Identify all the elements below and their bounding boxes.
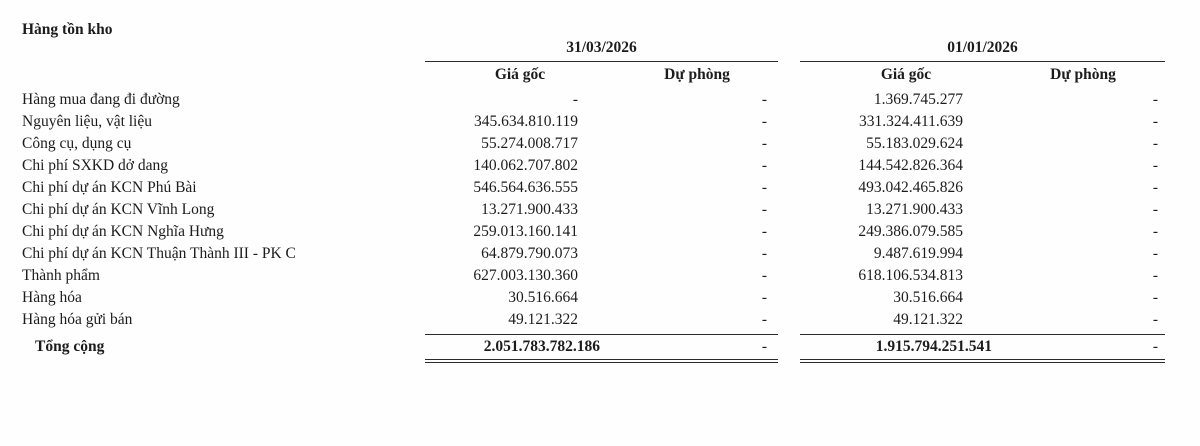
period-header-current: 31/03/2026	[566, 39, 637, 56]
row-label: Chi phí dự án KCN Nghĩa Hưng	[22, 223, 224, 240]
row-provision-opening: -	[1152, 223, 1158, 240]
row-provision-current: -	[761, 267, 767, 284]
row-cost-current: 30.516.664	[508, 289, 578, 306]
total-double-rule-opening-2	[800, 362, 1165, 363]
row-cost-current: 259.013.160.141	[473, 223, 578, 240]
row-cost-opening: 493.042.465.826	[858, 179, 963, 196]
row-provision-opening: -	[1152, 157, 1158, 174]
row-cost-opening: 9.487.619.994	[873, 245, 963, 262]
row-cost-current: 140.062.707.802	[473, 157, 578, 174]
row-provision-opening: -	[1152, 245, 1158, 262]
total-provision-opening: -	[1152, 338, 1158, 355]
row-label: Chi phí dự án KCN Thuận Thành III - PK C	[22, 245, 296, 262]
row-provision-opening: -	[1152, 201, 1158, 218]
row-provision-current: -	[761, 113, 767, 130]
total-label: Tổng cộng	[35, 338, 105, 355]
row-label: Chi phí dự án KCN Phú Bài	[22, 179, 197, 196]
row-cost-opening: 1.369.745.277	[873, 91, 963, 108]
row-provision-current: -	[761, 135, 767, 152]
total-cost-opening: 1.915.794.251.541	[875, 338, 992, 355]
row-provision-current: -	[761, 179, 767, 196]
period-header-opening: 01/01/2026	[947, 39, 1018, 56]
row-provision-current: -	[761, 311, 767, 328]
row-provision-current: -	[761, 223, 767, 240]
subtotal-rule-current	[425, 334, 778, 335]
section-title: Hàng tồn kho	[22, 21, 113, 38]
total-double-rule-current-2	[425, 362, 778, 363]
row-provision-current: -	[761, 157, 767, 174]
row-label: Hàng hóa gửi bán	[22, 311, 133, 328]
row-label: Hàng hóa	[22, 289, 82, 306]
row-provision-opening: -	[1152, 135, 1158, 152]
total-double-rule-opening-1	[800, 359, 1165, 360]
subtotal-rule-opening	[800, 334, 1165, 335]
row-cost-current: 49.121.322	[508, 311, 578, 328]
row-provision-opening: -	[1152, 311, 1158, 328]
row-cost-current: 13.271.900.433	[481, 201, 578, 218]
row-provision-opening: -	[1152, 289, 1158, 306]
row-cost-opening: 249.386.079.585	[858, 223, 963, 240]
total-provision-current: -	[761, 338, 767, 355]
provision-header-current: Dự phòng	[664, 66, 730, 83]
row-cost-current: 64.879.790.073	[481, 245, 578, 262]
row-provision-current: -	[761, 289, 767, 306]
row-cost-opening: 331.324.411.639	[858, 113, 963, 130]
row-label: Hàng mua đang đi đường	[22, 91, 180, 108]
row-cost-opening: 49.121.322	[893, 311, 963, 328]
row-cost-opening: 618.106.534.813	[858, 267, 963, 284]
row-provision-current: -	[761, 201, 767, 218]
row-label: Công cụ, dụng cụ	[22, 135, 132, 152]
row-label: Nguyên liệu, vật liệu	[22, 113, 152, 130]
row-label: Thành phẩm	[22, 267, 100, 284]
period-underline-current	[425, 61, 778, 62]
total-cost-current: 2.051.783.782.186	[483, 338, 600, 355]
row-provision-current: -	[761, 245, 767, 262]
cost-header-current: Giá gốc	[494, 66, 546, 83]
period-underline-opening	[800, 61, 1165, 62]
row-cost-current: 546.564.636.555	[473, 179, 578, 196]
row-provision-current: -	[761, 91, 767, 108]
row-provision-opening: -	[1152, 179, 1158, 196]
row-label: Chi phí dự án KCN Vĩnh Long	[22, 201, 215, 218]
row-cost-current: 627.003.130.360	[473, 267, 578, 284]
row-cost-opening: 144.542.826.364	[858, 157, 963, 174]
row-cost-current: -	[572, 91, 578, 108]
row-cost-opening: 55.183.029.624	[866, 135, 963, 152]
provision-header-opening: Dự phòng	[1050, 66, 1116, 83]
row-label: Chi phí SXKD dở dang	[22, 157, 168, 174]
row-cost-opening: 13.271.900.433	[866, 201, 963, 218]
row-provision-opening: -	[1152, 91, 1158, 108]
row-cost-current: 55.274.008.717	[481, 135, 578, 152]
row-cost-current: 345.634.810.119	[473, 113, 578, 130]
row-provision-opening: -	[1152, 267, 1158, 284]
row-cost-opening: 30.516.664	[893, 289, 963, 306]
total-double-rule-current-1	[425, 359, 778, 360]
row-provision-opening: -	[1152, 113, 1158, 130]
cost-header-opening: Giá gốc	[880, 66, 932, 83]
